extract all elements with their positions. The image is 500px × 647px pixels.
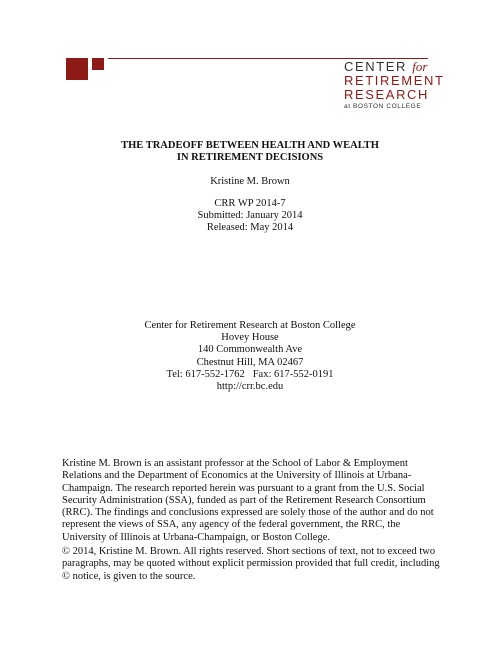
crr-logo bbox=[344, 60, 444, 112]
author-bio-paragraph: Kristine M. Brown is an assistant professor at the School of Labor & Employment Relations and the Department of Economics at the University of Illinois at Urbana-Champaign. The research reported herein was pursuant to a grant from the U.S. Social Security Administration (SSA), funded as part of the Retirement Research Consortium (RRC). The findings and conclusions expressed are solely those of the author and do not represent the views of SSA, any agency of the federal government, the RRC, the University of Illinois at Urbana-Champaign, or Boston College. bbox=[62, 458, 434, 543]
address-block bbox=[0, 320, 500, 393]
logo-center-text: CENTER bbox=[344, 59, 408, 74]
submitted-date: Submitted: January 2014 bbox=[197, 210, 303, 222]
logo-research-text: RESEARCH bbox=[344, 87, 430, 102]
logo-square-large bbox=[66, 58, 88, 80]
author-text: Kristine M. Brown bbox=[210, 176, 290, 187]
paper-title bbox=[0, 140, 500, 164]
telephone: Tel: 617-552-1762 bbox=[166, 368, 245, 380]
website-url[interactable]: http://crr.bc.edu bbox=[216, 381, 284, 393]
logo-line-center bbox=[344, 60, 444, 74]
paper-number: CRR WP 2014-7 bbox=[214, 198, 286, 209]
logo-college-text: at BOSTON COLLEGE bbox=[344, 103, 422, 110]
address-phone-line bbox=[0, 369, 500, 381]
logo-square-small bbox=[92, 58, 104, 70]
logo-retirement-text: RETIREMENT bbox=[344, 73, 445, 88]
author-name bbox=[0, 176, 500, 188]
address-city: Chestnut Hill, MA 02467 bbox=[196, 356, 304, 368]
address-org: Center for Retirement Research at Boston College bbox=[144, 320, 356, 331]
fax: Fax: 617-552-0191 bbox=[252, 368, 334, 380]
released-date: Released: May 2014 bbox=[206, 222, 294, 234]
title-line-1: THE TRADEOFF BETWEEN HEALTH AND WEALTH bbox=[121, 140, 379, 151]
address-street: 140 Commonwealth Ave bbox=[197, 344, 303, 356]
address-building: Hovey House bbox=[221, 332, 279, 344]
title-line-2: IN RETIREMENT DECISIONS bbox=[176, 152, 324, 163]
paper-info bbox=[0, 198, 500, 235]
logo-for-text: for bbox=[412, 59, 428, 74]
copyright-paragraph: © 2014, Kristine M. Brown. All rights reserved. Short sections of text, not to exceed two paragraphs, may be quoted without explicit permission provided that full credit, including © notice, is given to the source. bbox=[62, 546, 440, 582]
